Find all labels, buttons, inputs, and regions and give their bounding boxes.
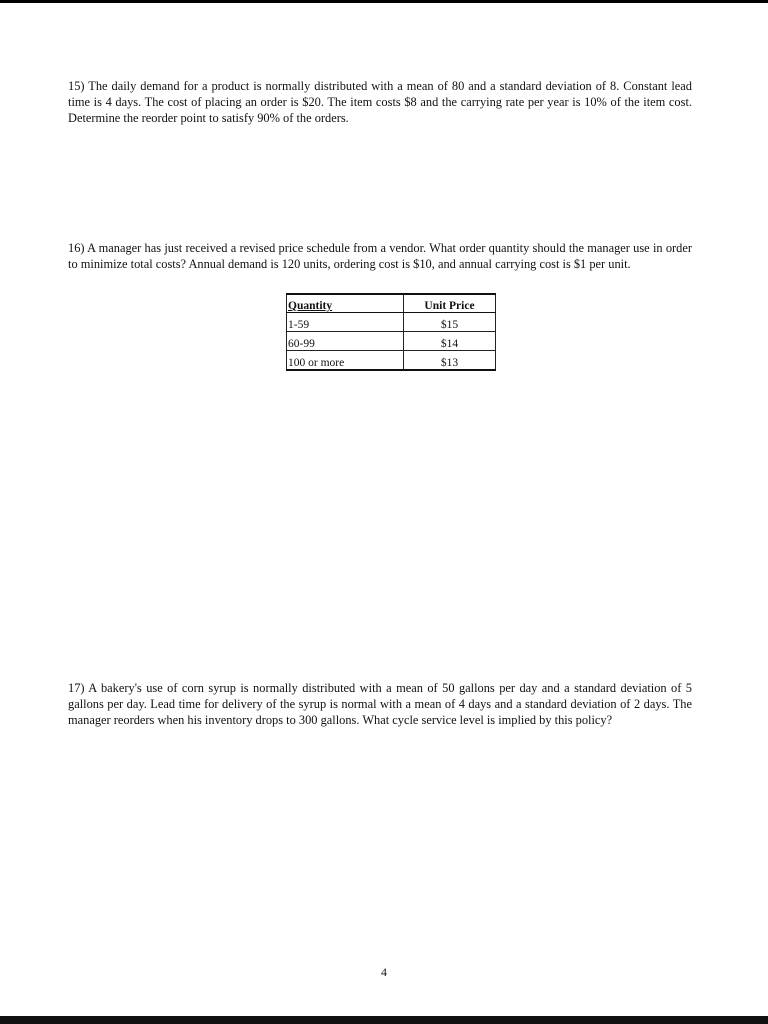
table-row	[287, 351, 496, 371]
question-16: 16) A manager has just received a revised price schedule from a vendor. What order quantity should the manager use in order to minimize total costs? Annual demand is 120 units, ordering cost is $10, and annual carrying cost is $1 per unit.	[68, 241, 692, 271]
cell-quantity: 1-59	[287, 313, 404, 332]
cell-unit-price: $15	[404, 313, 496, 332]
document-page	[0, 3, 768, 1016]
header-unit-price: Unit Price	[404, 294, 496, 313]
price-schedule-table	[286, 293, 496, 371]
question-17: 17) A bakery's use of corn syrup is normally distributed with a mean of 50 gallons per day and a standard deviation of 5 gallons per day. Lead time for delivery of the syrup is normal with a mean of 4 days and a standard deviation of 2 days. The manager reorders when his inventory drops to 300 gallons. What cycle service level is implied by this policy?	[68, 681, 692, 727]
bottom-edge-bar	[0, 1016, 768, 1024]
cell-quantity: 60-99	[287, 332, 404, 351]
table-row	[287, 332, 496, 351]
cell-unit-price: $14	[404, 332, 496, 351]
table-header-row	[287, 294, 496, 313]
header-quantity: Quantity	[287, 294, 404, 313]
cell-quantity: 100 or more	[287, 351, 404, 371]
table-row	[287, 313, 496, 332]
question-15: 15) The daily demand for a product is normally distributed with a mean of 80 and a standard deviation of 8. Constant lead time is 4 days. The cost of placing an order is $20. The item costs $8 and the carrying rate per year is 10% of the item cost. Determine the reorder point to satisfy 90% of the orders.	[68, 79, 692, 125]
page-number: 4	[381, 965, 387, 979]
cell-unit-price: $13	[404, 351, 496, 371]
